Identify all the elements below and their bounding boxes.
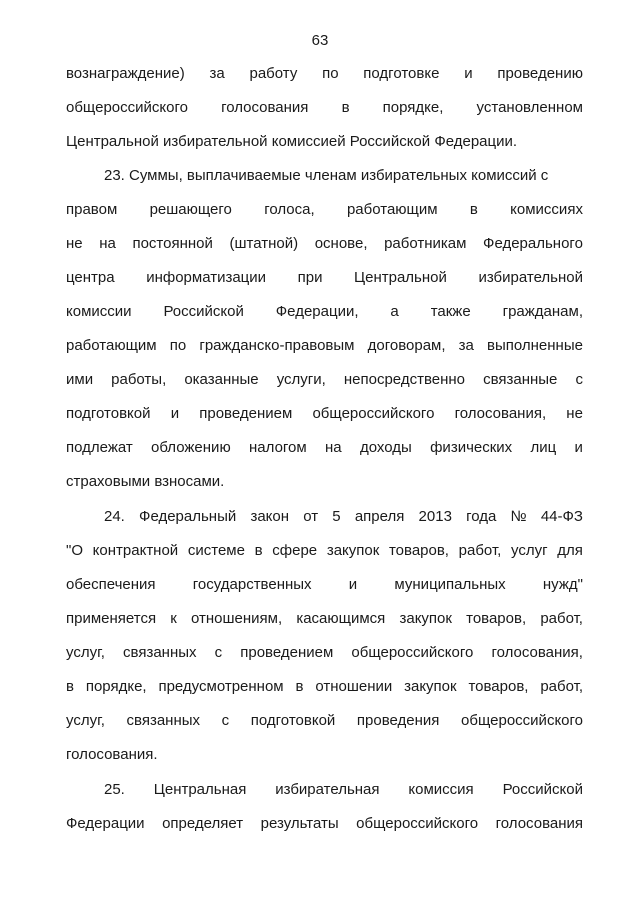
text-line: [66, 431, 583, 465]
word: решающего: [149, 201, 232, 218]
word: в: [469, 201, 478, 218]
word: связанных: [123, 644, 197, 661]
word: (штатной): [229, 235, 299, 252]
word: закупок: [326, 542, 380, 559]
word: в: [254, 542, 263, 559]
word: и: [170, 405, 180, 422]
word: основе,: [314, 235, 368, 252]
word: непосредственно: [343, 371, 465, 388]
text-line: [66, 91, 583, 125]
word: Российской: [502, 781, 583, 798]
word: 2013: [418, 508, 452, 525]
word: с: [221, 712, 230, 729]
word: 24.: [104, 508, 125, 525]
text-line: [66, 704, 583, 738]
word: информатизации: [146, 269, 267, 286]
word: проведения: [356, 712, 440, 729]
word: связанных: [126, 712, 201, 729]
word: касающимся: [296, 610, 386, 627]
word: сфере: [272, 542, 318, 559]
text-line: [66, 534, 583, 568]
word: не: [566, 405, 583, 422]
word: подготовкой: [66, 405, 151, 422]
text-line: [66, 773, 583, 807]
word: общероссийского: [312, 405, 435, 422]
word: закон: [250, 508, 290, 525]
text-line: страховыми взносами.: [66, 473, 225, 490]
word: общероссийского: [356, 815, 479, 832]
word: комиссия: [408, 781, 474, 798]
word: Российской: [163, 303, 244, 320]
word: а: [390, 303, 399, 320]
word: избирательная: [275, 781, 380, 798]
word: определяет: [162, 815, 244, 832]
word: товаров,: [466, 610, 527, 627]
page-number: 63: [311, 32, 329, 49]
word: и: [464, 65, 473, 82]
word: закупок: [404, 678, 457, 695]
word: по: [322, 65, 339, 82]
word: с: [575, 371, 583, 388]
word: порядке,: [382, 99, 444, 116]
word: обложению: [151, 439, 231, 456]
word: контрактной: [92, 542, 179, 559]
word: отношении: [315, 678, 393, 695]
word: связанные: [483, 371, 558, 388]
word: общероссийского: [66, 99, 188, 116]
word: выполненные: [487, 337, 583, 354]
word: обеспечения: [66, 576, 156, 593]
text-line: [66, 57, 583, 91]
word: за: [209, 65, 225, 82]
text-line: [66, 636, 583, 670]
word: правом: [66, 201, 118, 218]
text-line: [66, 193, 583, 227]
word: работу: [249, 65, 298, 82]
text-line: [66, 568, 583, 602]
word: договорам,: [367, 337, 446, 354]
word: физических: [430, 439, 513, 456]
word: подлежат: [66, 439, 133, 456]
word: от: [303, 508, 319, 525]
word: Федерации,: [275, 303, 359, 320]
paragraph-25: [66, 773, 583, 841]
word: Центральной: [354, 269, 447, 286]
word: общероссийского: [351, 644, 474, 661]
word: Федерального: [483, 235, 583, 252]
word: работникам: [384, 235, 467, 252]
word: для: [557, 542, 583, 559]
word: вознаграждение): [66, 65, 185, 82]
word: не: [66, 235, 83, 252]
word: доходы: [359, 439, 412, 456]
word: общероссийского: [461, 712, 583, 729]
word: работающим: [66, 337, 157, 354]
word: гражданам,: [502, 303, 583, 320]
text-line: Центральной избирательной комиссией Российской Федерации.: [66, 133, 518, 150]
text-line: [66, 363, 583, 397]
word: проведению: [497, 65, 583, 82]
word: №: [510, 508, 527, 525]
word: лиц: [530, 439, 557, 456]
word: голоса,: [264, 201, 315, 218]
word: закупок: [399, 610, 452, 627]
text-line: [66, 261, 583, 295]
text-line: [66, 670, 583, 704]
word: предусмотренном: [158, 678, 284, 695]
word: голосования,: [491, 644, 583, 661]
word: голосования,: [454, 405, 547, 422]
word: результаты: [260, 815, 339, 832]
text-line: [66, 500, 583, 534]
word: проведением: [199, 405, 293, 422]
word: государственных: [192, 576, 312, 593]
text-line: [66, 602, 583, 636]
text-line: 23. Суммы, выплачиваемые членам избирательных комиссий с: [104, 167, 549, 184]
word: услуги,: [276, 371, 326, 388]
text-line: [66, 329, 583, 363]
word: работ,: [458, 542, 502, 559]
word: года: [466, 508, 497, 525]
word: работ,: [540, 678, 583, 695]
word: 25.: [104, 781, 125, 798]
word: налогом: [249, 439, 307, 456]
word: в: [341, 99, 350, 116]
word: в: [66, 678, 74, 695]
word: апреля: [354, 508, 405, 525]
word: товаров,: [468, 678, 529, 695]
word: комиссии: [66, 303, 132, 320]
word: 44-ФЗ: [540, 508, 583, 525]
word: также: [430, 303, 471, 320]
word: к: [170, 610, 177, 627]
word: ими: [66, 371, 94, 388]
word: с: [214, 644, 223, 661]
block-continuation: [66, 57, 583, 159]
word: на: [99, 235, 116, 252]
word: избирательной: [478, 269, 583, 286]
word: Федеральный: [139, 508, 237, 525]
word: Центральная: [153, 781, 247, 798]
text-line: [66, 295, 583, 329]
word: оказанные: [184, 371, 259, 388]
word: голосования: [495, 815, 583, 832]
paragraph-24: [66, 500, 583, 772]
text-line: [66, 397, 583, 431]
word: и: [574, 439, 583, 456]
word: проведением: [240, 644, 334, 661]
word: порядке,: [85, 678, 147, 695]
text-line: голосования.: [66, 746, 158, 763]
word: нужд": [542, 576, 583, 593]
word: услуг,: [66, 712, 105, 729]
word: 5: [332, 508, 341, 525]
word: "О: [66, 542, 83, 559]
word: по: [169, 337, 187, 354]
word: работы,: [111, 371, 167, 388]
word: применяется: [66, 610, 157, 627]
word: центра: [66, 269, 115, 286]
text-line: [66, 227, 583, 261]
word: системе: [187, 542, 245, 559]
word: голосования: [221, 99, 309, 116]
word: и: [348, 576, 358, 593]
word: при: [297, 269, 323, 286]
word: в: [295, 678, 304, 695]
paragraph-23: [66, 159, 583, 499]
word: Федерации: [66, 815, 145, 832]
word: за: [458, 337, 474, 354]
word: услуг,: [66, 644, 105, 661]
word: работающим: [346, 201, 438, 218]
word: постоянной: [132, 235, 213, 252]
word: отношениям,: [190, 610, 283, 627]
word: работ,: [540, 610, 583, 627]
word: комиссиях: [510, 201, 583, 218]
word: гражданско-правовым: [199, 337, 355, 354]
word: подготовкой: [250, 712, 336, 729]
word: установленном: [476, 99, 583, 116]
word: муниципальных: [394, 576, 506, 593]
word: подготовке: [363, 65, 440, 82]
text-line: [66, 807, 583, 841]
word: товаров,: [388, 542, 449, 559]
word: на: [325, 439, 342, 456]
word: услуг: [511, 542, 548, 559]
